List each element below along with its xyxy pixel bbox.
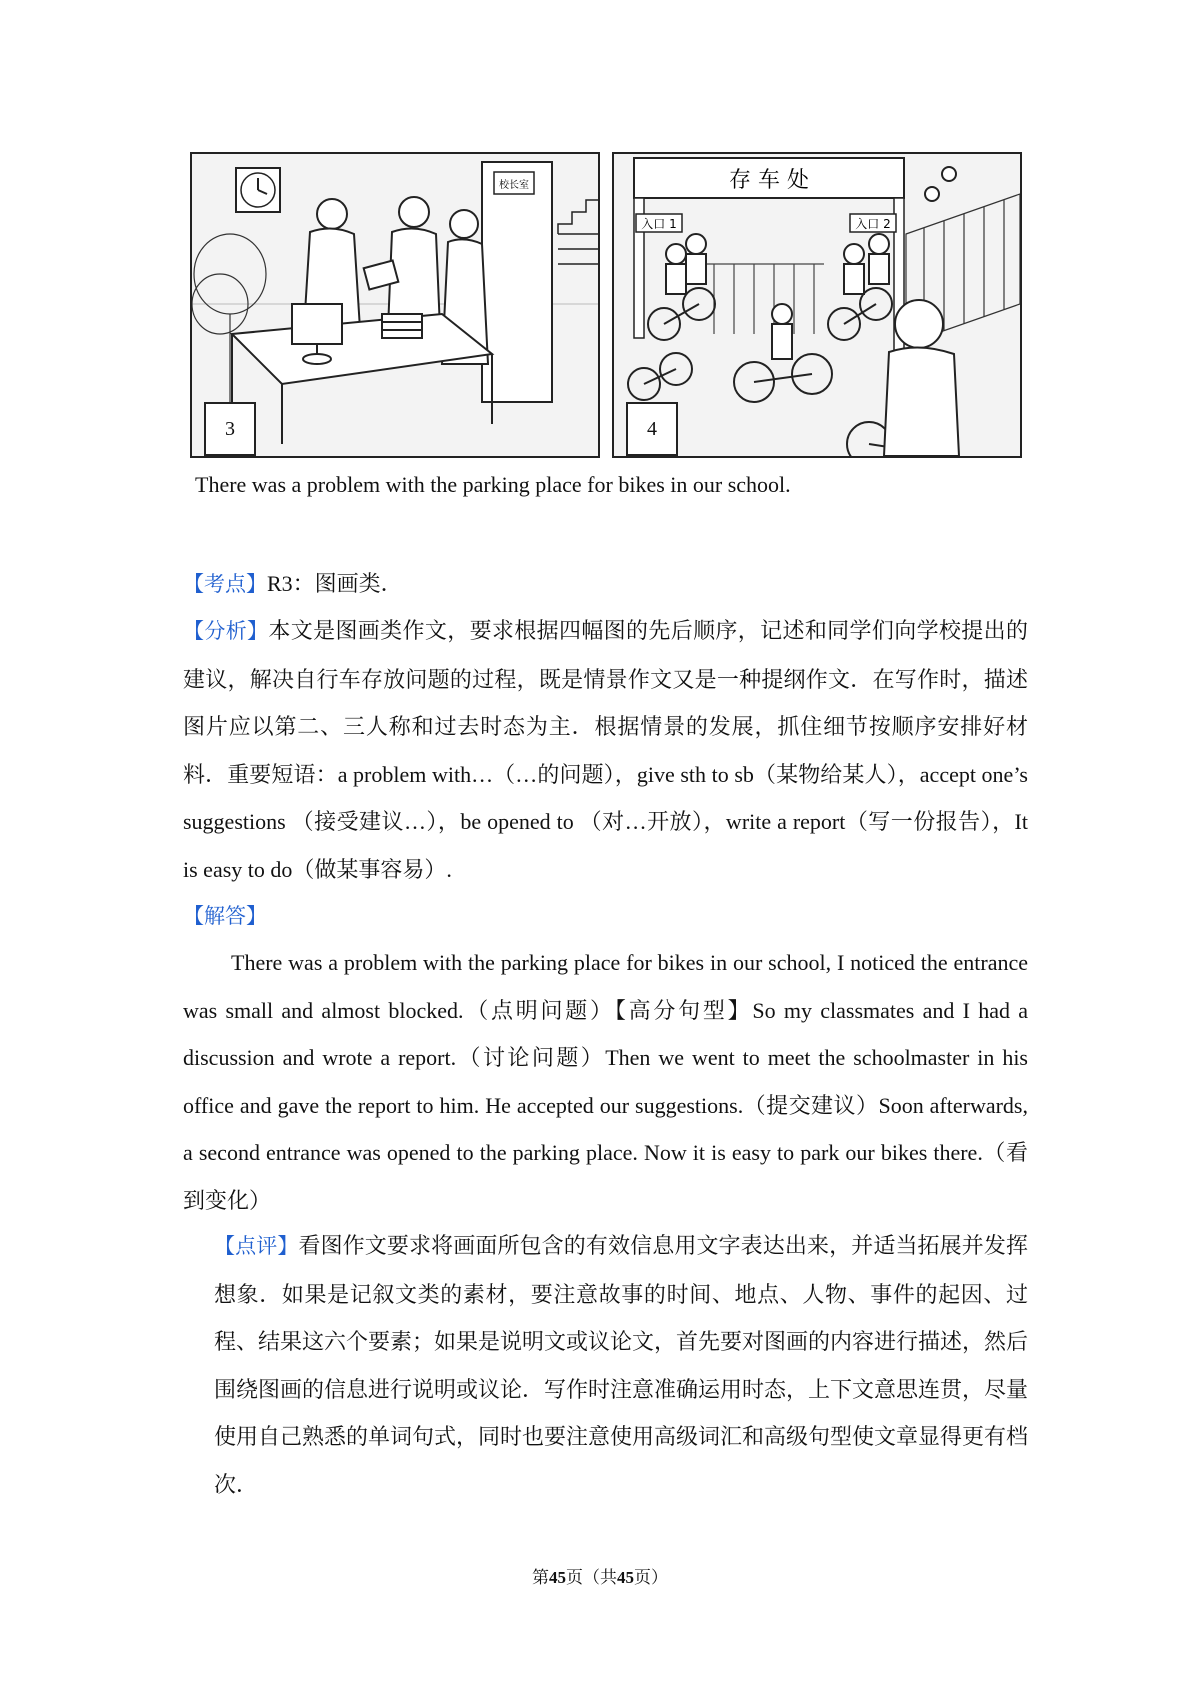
svg-text:校长室: 校长室 xyxy=(499,180,529,191)
figure-caption: There was a problem with the parking place for bikes in our school. xyxy=(195,472,791,497)
footer-page-number: 45 xyxy=(549,1568,566,1587)
dianping-section xyxy=(214,1222,1028,1509)
kaodian-text: R3：图画类． xyxy=(267,571,403,596)
panel-number-3: 3 xyxy=(204,402,256,456)
illustration-panel-3 xyxy=(190,152,600,458)
footer-suffix: 页） xyxy=(634,1568,668,1587)
svg-text:存 车 处: 存 车 处 xyxy=(729,168,809,193)
jieda-heading xyxy=(183,892,1028,941)
page-footer xyxy=(0,1563,1200,1588)
footer-middle: 页（共 xyxy=(566,1568,617,1587)
illustration-panel-4 xyxy=(612,152,1022,458)
panel-number-4: 4 xyxy=(626,402,678,456)
fenxi-tag: 【分析】 xyxy=(183,619,269,643)
svg-text:入口 2: 入口 2 xyxy=(855,217,891,231)
fenxi-section xyxy=(183,607,1028,894)
dianping-text: 看图作文要求将画面所包含的有效信息用文字表达出来，并适当拓展并发挥想象．如果是记叙文类的素材，要注意故事的时间、地点、人物、事件的起因、过程、结果这六个要素；如果是说明文或议论文，首先要对图画的内容进行描述，然后围绕图画的信息进行说明或议论．写作时注意准确运用时态，上下文意思连贯，尽量使用自己熟悉的单词句式，同时也要注意使用高级词汇和高级句型使文章显得更有档次． xyxy=(214,1233,1029,1497)
fenxi-text: 本文是图画类作文，要求根据四幅图的先后顺序，记述和同学们向学校提出的建议，解决自行车存放问题的过程，既是情景作文又是一种提纲作文．在写作时，描述图片应以第二、三人称和过去时态为主．根据情景的发展，抓住细节按顺序安排好材料．重要短语：a problem with…（…的问题），give sth to sb（某物给某人），accept one’s suggestions （接受建议…），be opened to （对…开放），write a report（写一份报告），It is easy to do（做某事容易）. xyxy=(183,618,1028,882)
dianping-tag: 【点评】 xyxy=(214,1234,299,1258)
footer-total-pages: 45 xyxy=(617,1568,634,1587)
clock-icon xyxy=(236,168,280,212)
kaodian-section xyxy=(183,560,1028,609)
kaodian-tag: 【考点】 xyxy=(183,572,267,596)
jieda-answer-text: There was a problem with the parking place for bikes in our school, I noticed the entrance was small and almost blocked.（点明问题）【高分句型】So my classmates and I had a discussion and wrote a report.（讨论问题）Then we went to meet the schoolmaster in his office and gave the report to him. He accepted our suggestions.（提交建议）Soon afterwards, a second entrance was opened to the parking place. Now it is easy to park our bikes there.（看到变化） xyxy=(183,950,1028,1213)
jieda-tag: 【解答】 xyxy=(183,904,267,928)
footer-prefix: 第 xyxy=(532,1568,549,1587)
svg-text:入口 1: 入口 1 xyxy=(641,217,677,231)
